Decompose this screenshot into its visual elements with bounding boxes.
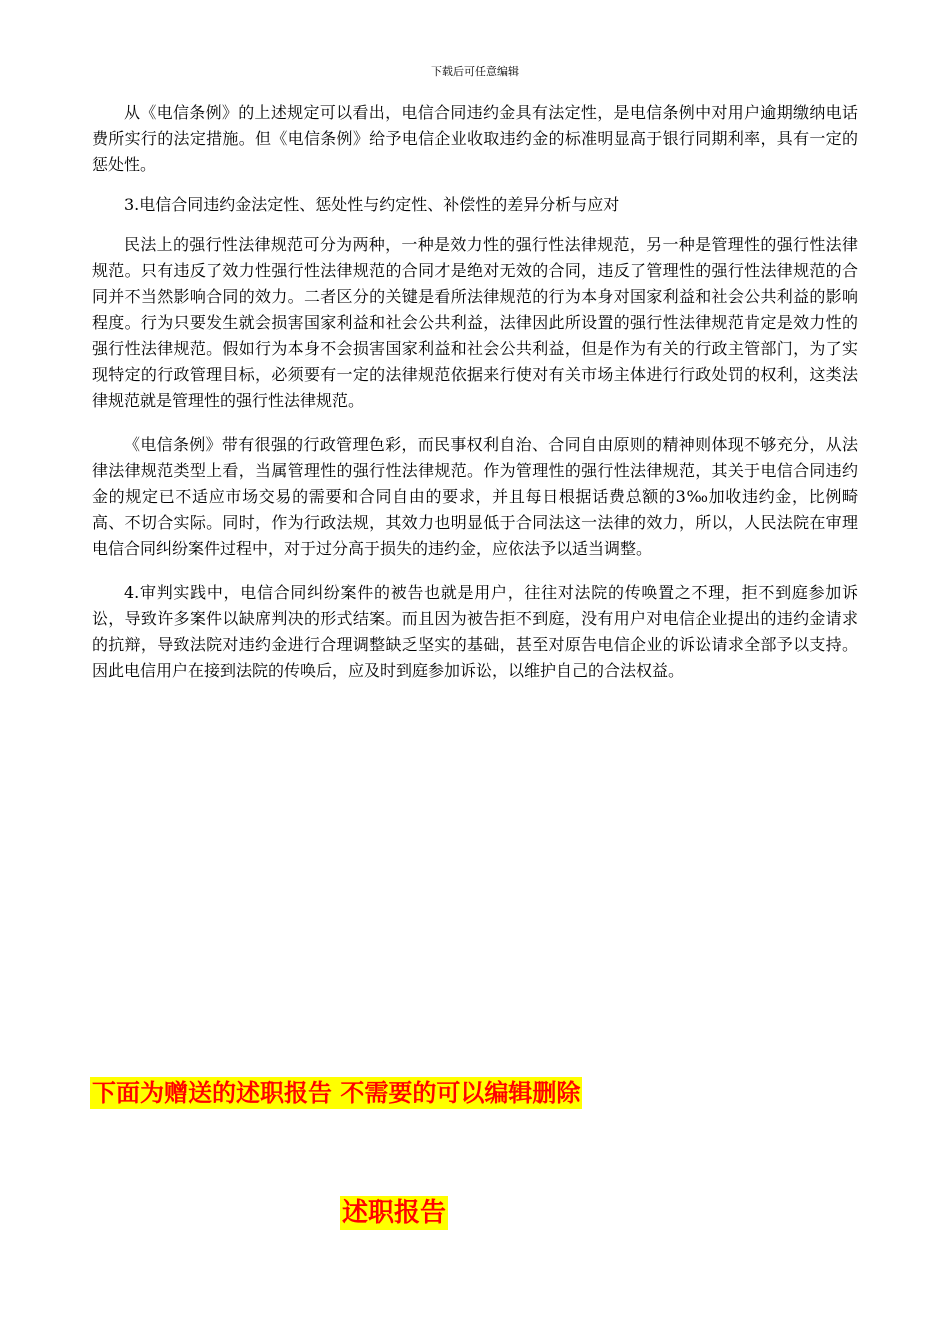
paragraph-2: 民法上的强行性法律规范可分为两种，一种是效力性的强行性法律规范，另一种是管理性的强行性法律规范。只有违反了效力性强行性法律规范的合同才是绝对无效的合同，违反了管理性的强行性法律规范的合同并不当然影响合同的效力。二者区分的关键是看所法律规范的行为本身对国家利益和社会公共利益的影响程度。行为只要发生就会损害国家利益和社会公共利益，法律因此所设置的强行性法律规范肯定是效力性的强行性法律规范。假如行为本身不会损害国家利益和社会公共利益，但是作为有关的行政主管部门，为了实现特定的行政管理目标，必须要有一定的法律规范依据来行使对有关市场主体进行行政处罚的权利，这类法律规范就是管理性的强行性法律规范。 [92,235,858,410]
section-heading-3: 3.电信合同违约金法定性、惩处性与约定性、补偿性的差异分析与应对 [124,195,620,214]
paragraph-spacer [92,414,858,432]
paragraph-3: 《电信条例》带有很强的行政管理色彩，而民事权利自治、合同自由原则的精神则体现不够充分，从法律法律规范类型上看，当属管理性的强行性法律规范。作为管理性的强行性法律规范，其关于电信合同违约金的规定已不适应市场交易的需要和合同自由的要求，并且每日根据话费总额的3‰加收违约金，比例畸高、不切合实际。同时，作为行政法规，其效力也明显低于合同法这一法律的效力，所以，人民法院在审理电信合同纠纷案件过程中，对于过分高于损失的违约金，应依法予以适当调整。 [92,435,858,558]
gift-report-banner: 下面为赠送的述职报告 不需要的可以编辑删除 [92,1079,581,1107]
paragraph-4: 4.审判实践中，电信合同纠纷案件的被告也就是用户，往往对法院的传唤置之不理，拒不到庭参加诉讼，导致许多案件以缺席判决的形式结案。而且因为被告拒不到庭，没有用户对电信企业提出的违约金请求的抗辩，导致法院对违约金进行合理调整缺乏坚实的基础，甚至对原告电信企业的诉讼请求全部予以支持。因此电信用户在接到法院的传唤后，应及时到庭参加诉讼，以维护自己的合法权益。 [92,583,858,680]
report-title: 述职报告 [342,1198,447,1228]
document-body [92,100,858,684]
page-header-note: 下载后可任意编辑 [431,65,519,78]
paragraph-1: 从《电信条例》的上述规定可以看出，电信合同违约金具有法定性，是电信条例中对用户逾期缴纳电话费所实行的法定措施。但《电信条例》给予电信企业收取违约金的标准明显高于银行同期利率，具有一定的惩处性。 [92,103,858,174]
paragraph-spacer [92,562,858,580]
paragraph-spacer [92,178,858,192]
paragraph-spacer [92,218,858,232]
